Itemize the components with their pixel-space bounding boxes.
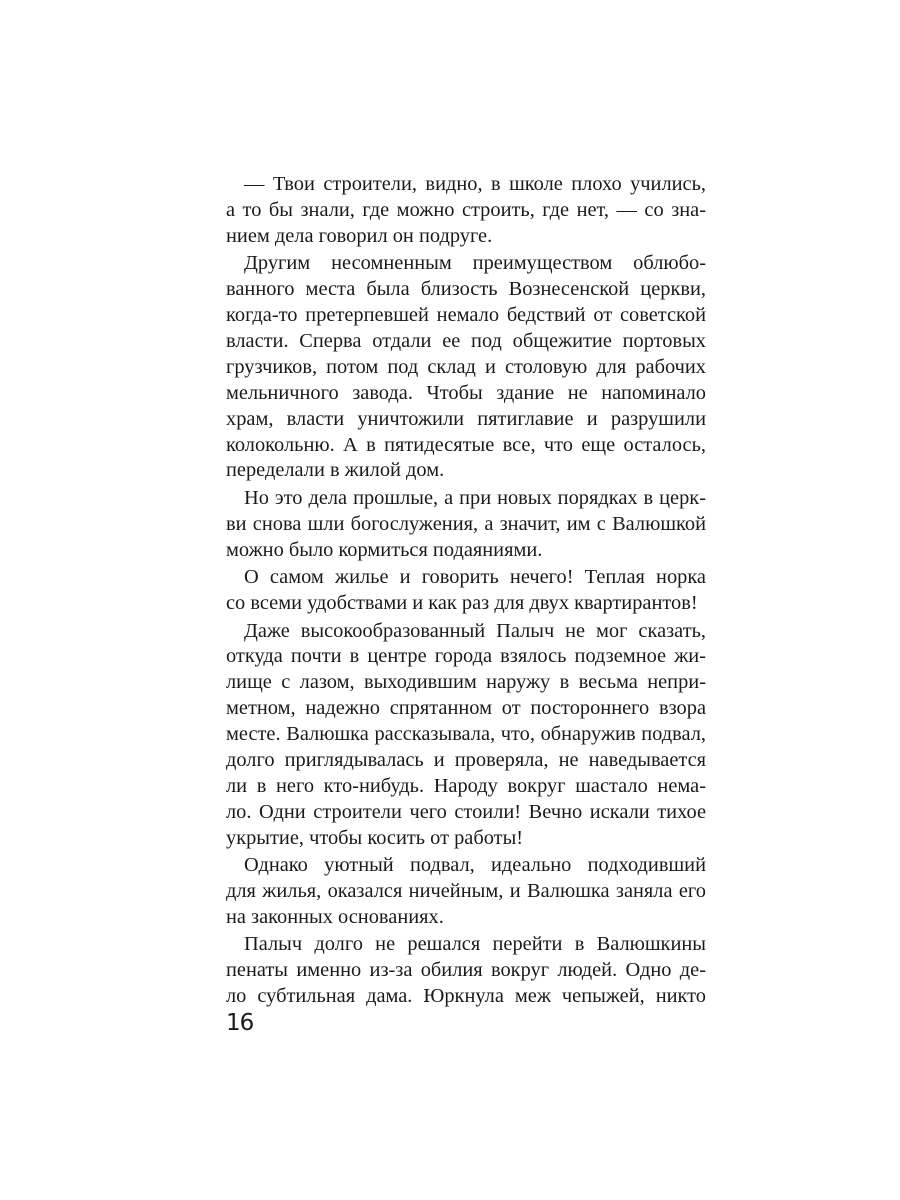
body-text xyxy=(226,172,706,1012)
text-line: мельничного завода. Чтобы здание не напоминало xyxy=(226,381,706,404)
text-line: ванного места была близость Вознесенской церкви, xyxy=(226,278,706,301)
text-line: власти. Сперва отдали ее под общежитие портовых xyxy=(226,329,706,352)
text-line: лище с лазом, выходившим наружу в весьма непри- xyxy=(226,671,706,694)
text-line: на законных основаниях. xyxy=(226,905,444,928)
paragraph xyxy=(226,932,706,1010)
text-line: а то бы знали, где можно строить, где нет, — со зна- xyxy=(226,198,706,221)
text-line: Палыч долго не решался перейти в Валюшкины xyxy=(244,933,706,956)
text-line: для жилья, оказался ничейным, и Валюшка заняла его xyxy=(226,880,706,903)
text-line: со всеми удобствами и как раз для двух квартирантов! xyxy=(226,592,698,615)
text-line: долго приглядывалась и проверяла, не наведывается xyxy=(226,748,706,771)
paragraph xyxy=(226,619,706,852)
text-line: Другим несомненным преимуществом облюбо- xyxy=(244,252,706,275)
text-line: грузчиков, потом под склад и столовую для рабочих xyxy=(226,355,706,378)
text-line: Даже высокообразованный Палыч не мог сказать, xyxy=(244,619,706,642)
text-line: укрытие, чтобы косить от работы! xyxy=(226,826,524,849)
text-line: О самом жилье и говорить нечего! Теплая норка xyxy=(244,566,706,589)
text-line: откуда почти в центре города взялось подземное жи- xyxy=(226,645,706,668)
text-line: ло. Одни строители чего стоили! Вечно искали тихое xyxy=(226,800,706,823)
text-line: Однако уютный подвал, идеально подходивший xyxy=(244,854,706,877)
text-line: — Твои строители, видно, в школе плохо учились, xyxy=(244,173,706,195)
text-line: пенаты именно из-за обилия вокруг людей. Одно де- xyxy=(226,959,706,982)
text-line: ли в него кто-нибудь. Народу вокруг шастало нема- xyxy=(226,774,706,797)
text-line: храм, власти уничтожили пятиглавие и разрушили xyxy=(226,407,706,430)
text-line: метном, надежно спрятанном от постороннего взора xyxy=(226,697,706,720)
page-number: 16 xyxy=(226,1010,254,1036)
text-line: можно было кормиться подаяниями. xyxy=(226,538,543,561)
paragraph xyxy=(226,853,706,931)
paragraph xyxy=(226,486,706,564)
paragraph xyxy=(226,172,706,250)
text-line: колокольню. А в пятидесятые все, что еще осталось, xyxy=(226,433,706,456)
text-line: ло субтильная дама. Юркнула меж чепыжей, никто xyxy=(226,985,706,1008)
text-line: переделали в жилой дом. xyxy=(226,459,445,482)
text-line: месте. Валюшка рассказывала, что, обнаружив подвал, xyxy=(226,723,706,746)
paragraph xyxy=(226,251,706,484)
text-line: нием дела говорил он подруге. xyxy=(226,224,493,247)
text-line: когда-то претерпевшей немало бедствий от советской xyxy=(226,304,706,327)
text-line: ви снова шли богослужения, а значит, им с Валюшкой xyxy=(226,512,706,535)
paragraph xyxy=(226,565,706,617)
text-line: Но это дела прошлые, а при новых порядках в церк- xyxy=(244,486,706,509)
